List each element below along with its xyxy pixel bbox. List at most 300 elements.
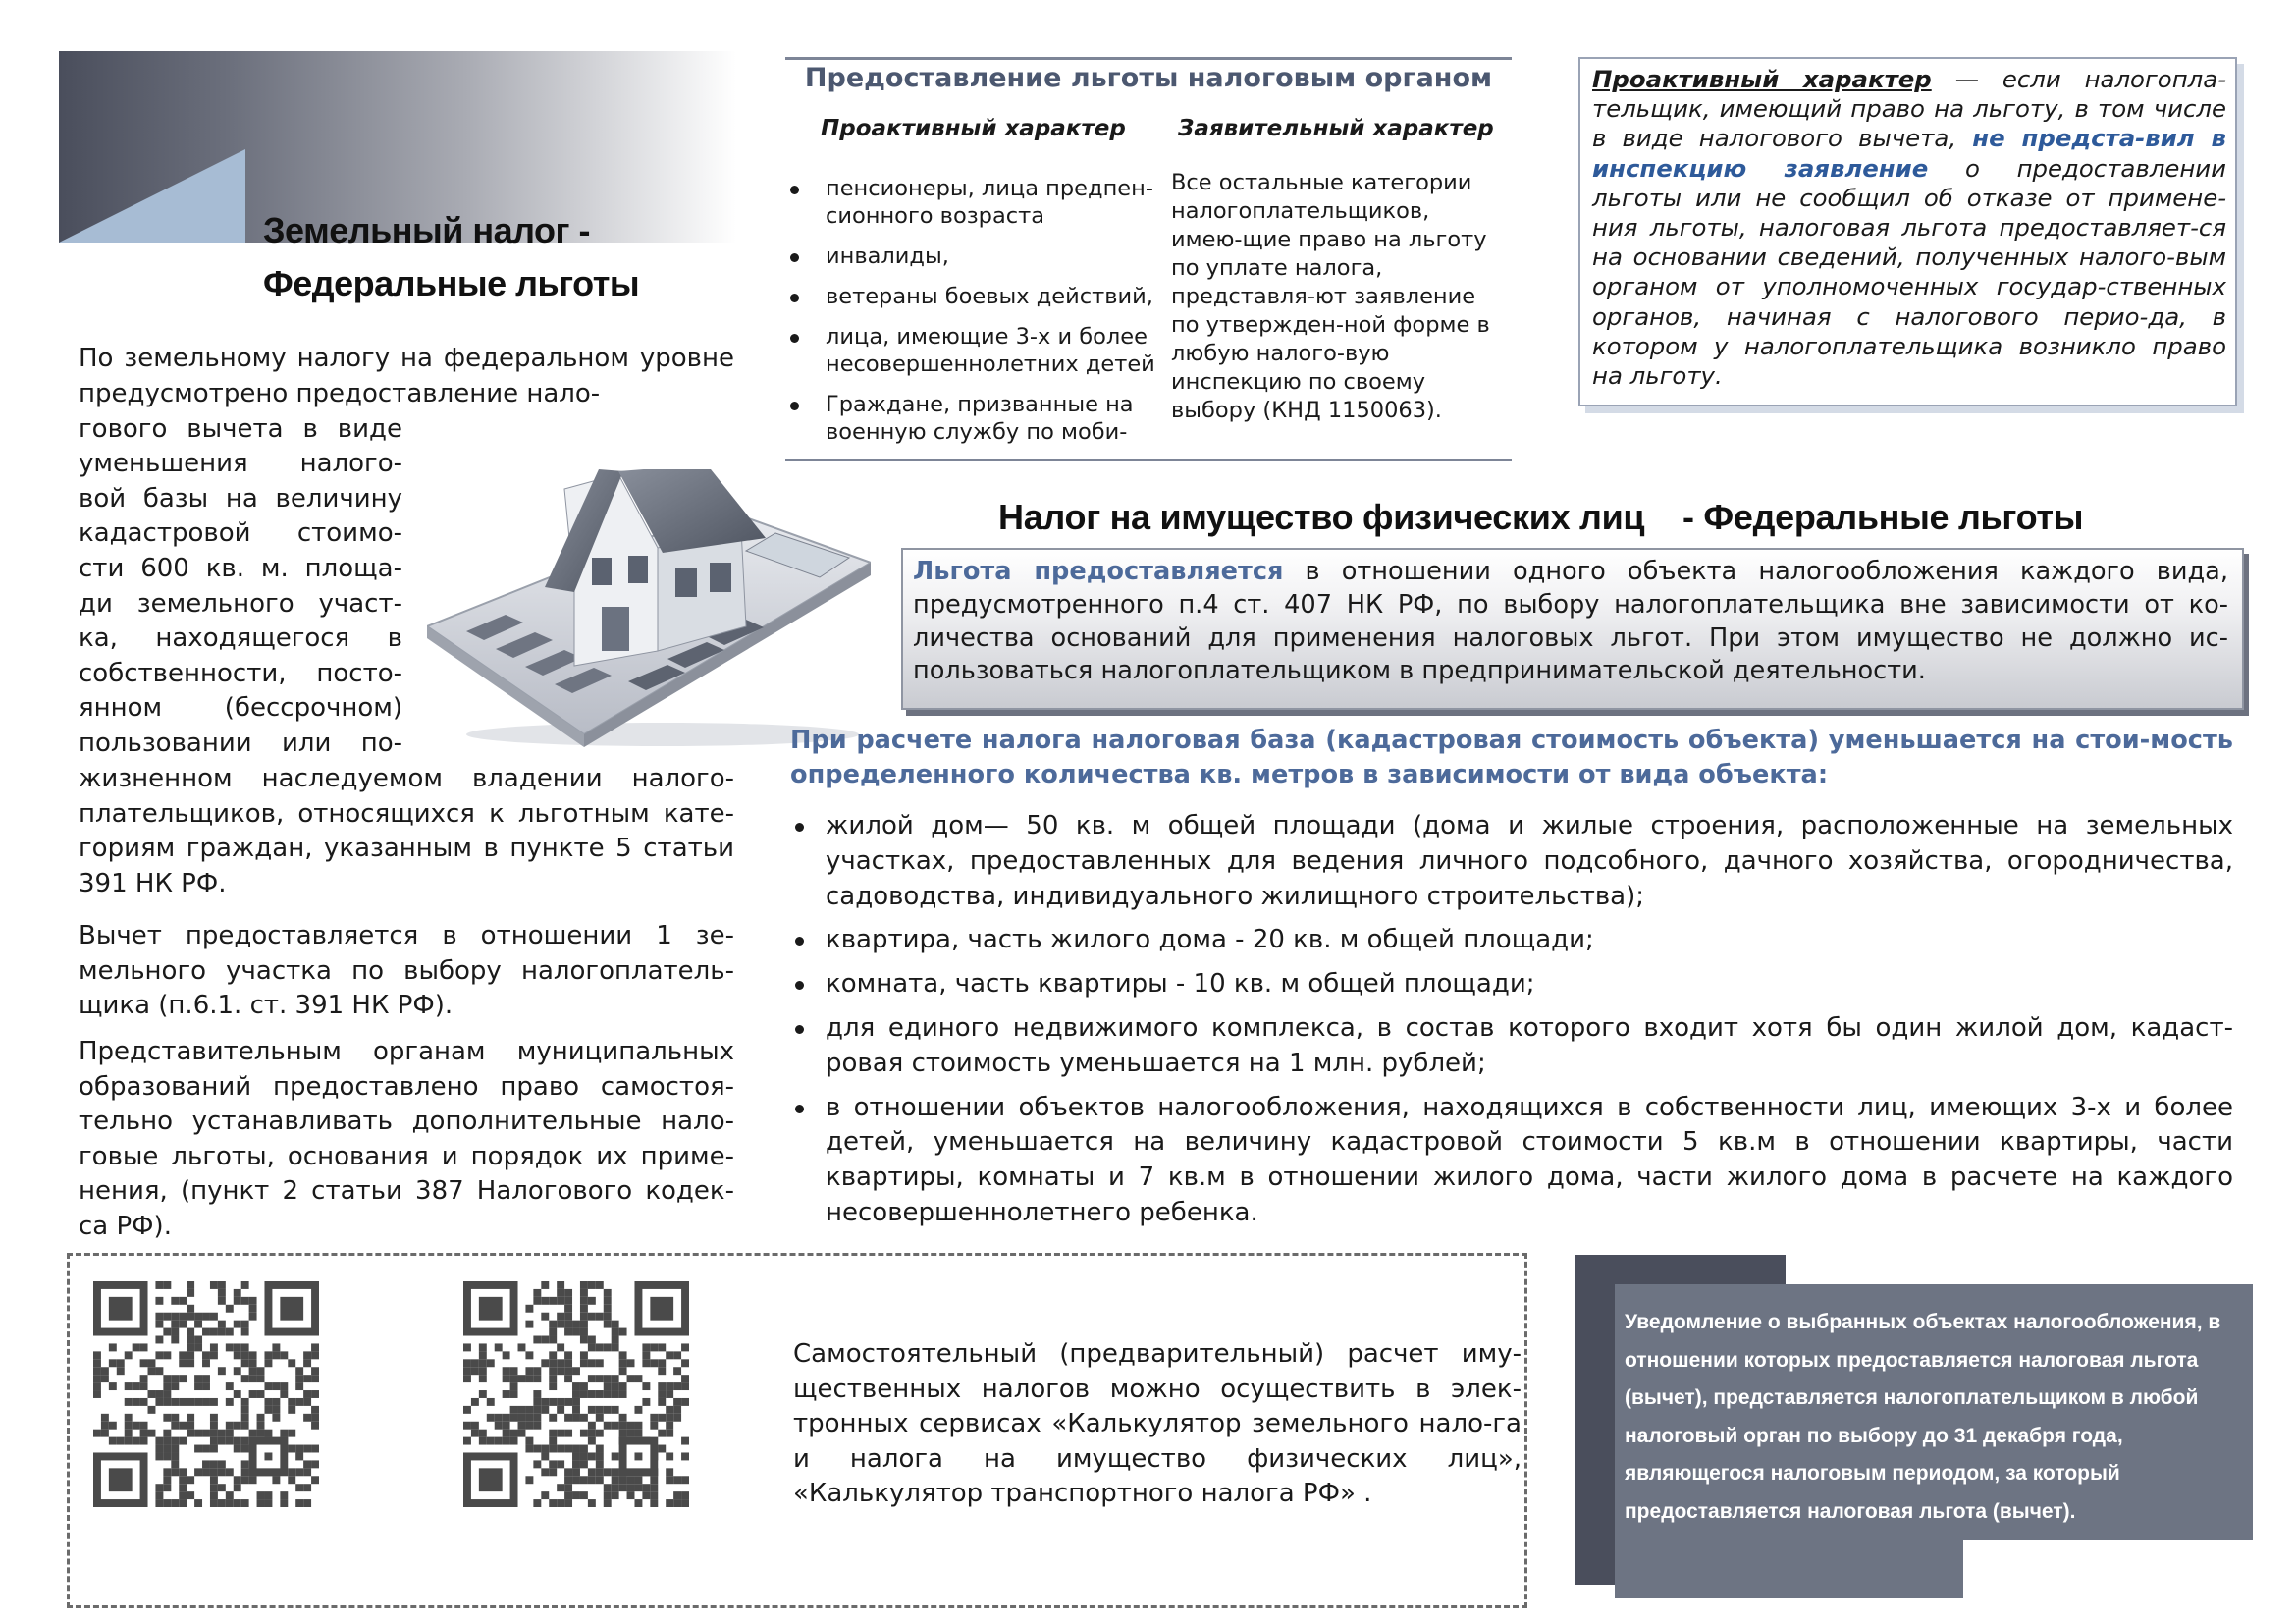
qr-module [588, 1430, 596, 1437]
qr-module [658, 1359, 666, 1367]
qr-module [241, 1351, 249, 1359]
wrap-line: кадастровой стоимо- [79, 518, 402, 549]
qr-module [533, 1414, 541, 1422]
qr-module [533, 1499, 541, 1507]
qr-module [93, 1375, 101, 1382]
qr-module [650, 1484, 658, 1491]
proactive-text-before: — если налогопла-тельщик, имеющий право на льготу, в том числе в виде налогового вычета, [1592, 65, 2226, 153]
qr-module [264, 1398, 272, 1406]
qr-module [218, 1281, 226, 1289]
qr-module [288, 1445, 295, 1453]
qr-module [288, 1359, 295, 1367]
qr-module [133, 1398, 140, 1406]
qr-module [564, 1398, 572, 1406]
qr-module [619, 1367, 627, 1375]
qr-module [557, 1281, 564, 1289]
qr-module [525, 1414, 533, 1422]
qr-module [311, 1422, 319, 1430]
qr-module [171, 1321, 179, 1328]
qr-module [549, 1336, 557, 1344]
qr-module [93, 1382, 101, 1390]
qr-module [471, 1422, 479, 1430]
qr-module [218, 1297, 226, 1305]
qr-module [510, 1406, 518, 1414]
qr-module [549, 1437, 557, 1445]
qr-module [541, 1468, 549, 1476]
qr-module [241, 1422, 249, 1430]
land-para1-rest: жизненном наследуемом владении налого-плательщиков, относящихся к льготным кате-гориям граждан, указанным в пункте 5 статьи 391 НК РФ. [79, 764, 734, 898]
qr-module [549, 1321, 557, 1328]
qr-module [612, 1452, 619, 1460]
qr-module [234, 1484, 241, 1491]
qr-module [234, 1289, 241, 1297]
qr-module [303, 1460, 311, 1468]
qr-module [463, 1343, 471, 1351]
qr-module [525, 1375, 533, 1382]
qr-module [666, 1382, 673, 1390]
wrap-line: гового вычета в виде [79, 413, 402, 444]
qr-module [471, 1359, 479, 1367]
qr-module [202, 1382, 210, 1390]
qr-module [179, 1375, 187, 1382]
qr-module [666, 1468, 673, 1476]
qr-module [572, 1414, 580, 1422]
qr-module [588, 1359, 596, 1367]
qr-module [572, 1406, 580, 1414]
qr-module [218, 1367, 226, 1375]
qr-module [202, 1313, 210, 1321]
qr-module [580, 1390, 588, 1398]
qr-module [202, 1359, 210, 1367]
qr-module [163, 1328, 171, 1336]
qr-module [541, 1281, 549, 1289]
qr-module [210, 1398, 218, 1406]
qr-module [257, 1430, 265, 1437]
qr-module [210, 1313, 218, 1321]
qr-module [681, 1491, 689, 1499]
qr-module [226, 1430, 234, 1437]
qr-module [681, 1359, 689, 1367]
qr-module [572, 1491, 580, 1499]
qr-module [503, 1375, 510, 1382]
qr-module [612, 1375, 619, 1382]
qr-module [596, 1445, 604, 1453]
qr-module [533, 1406, 541, 1414]
qr-module [163, 1281, 171, 1289]
qr-module [549, 1468, 557, 1476]
qr-module [580, 1359, 588, 1367]
qr-module [311, 1476, 319, 1484]
qr-module [619, 1328, 627, 1336]
qr-module [241, 1297, 249, 1305]
qr-module [495, 1437, 503, 1445]
qr-module [525, 1437, 533, 1445]
qr-module [627, 1430, 635, 1437]
qr-module [109, 1468, 133, 1491]
qr-module [202, 1460, 210, 1468]
qr-module [564, 1499, 572, 1507]
qr-module [187, 1422, 194, 1430]
qr-module [541, 1406, 549, 1414]
qr-module [303, 1414, 311, 1422]
qr-module [311, 1414, 319, 1422]
qr-module [658, 1398, 666, 1406]
qr-module [612, 1468, 619, 1476]
qr-module [650, 1491, 658, 1499]
qr-module [226, 1437, 234, 1445]
qr-module [101, 1367, 109, 1375]
qr-module [479, 1297, 503, 1321]
qr-module [257, 1414, 265, 1422]
qr-module [549, 1382, 557, 1390]
qr-module [627, 1484, 635, 1491]
qr-module [525, 1367, 533, 1375]
qr-module [572, 1468, 580, 1476]
qr-module [588, 1422, 596, 1430]
qr-module [218, 1484, 226, 1491]
qr-module [666, 1499, 673, 1507]
qr-module [503, 1367, 510, 1375]
qr-module [187, 1336, 194, 1344]
qr-module [681, 1437, 689, 1445]
qr-module [588, 1468, 596, 1476]
qr-module [564, 1375, 572, 1382]
qr-module [234, 1351, 241, 1359]
qr-module [311, 1445, 319, 1453]
qr-module [311, 1367, 319, 1375]
qr-module [612, 1491, 619, 1499]
qr-module [510, 1414, 518, 1422]
qr-module [264, 1382, 272, 1390]
qr-module [541, 1336, 549, 1344]
qr-module [249, 1297, 257, 1305]
qr-module [187, 1305, 194, 1313]
qr-module [264, 1351, 272, 1359]
land-para1-head: По земельному налогу на федеральном уровне предусмотрено предоставление нало- [79, 344, 734, 408]
qr-module [564, 1484, 572, 1491]
qr-module [179, 1437, 187, 1445]
qr-module [619, 1422, 627, 1430]
qr-module [303, 1468, 311, 1476]
qr-module [612, 1336, 619, 1344]
qr-module [572, 1476, 580, 1484]
proactive-highlight: не предста-вил в инспекцию заявление [1592, 124, 2226, 183]
qr-module [518, 1430, 526, 1437]
qr-module [588, 1281, 596, 1289]
qr-module [272, 1382, 280, 1390]
qr-module [557, 1321, 564, 1328]
qr-module [241, 1359, 249, 1367]
list-item: ветераны боевых действий, [783, 283, 1156, 310]
qr-module [234, 1422, 241, 1430]
qr-module [155, 1499, 163, 1507]
qr-module [125, 1398, 133, 1406]
qr-module [140, 1359, 148, 1367]
qr-module [241, 1406, 249, 1414]
qr-module [249, 1375, 257, 1382]
qr-module [627, 1359, 635, 1367]
qr-module [311, 1343, 319, 1351]
qr-module [673, 1351, 681, 1359]
qr-module [109, 1297, 133, 1321]
qr-module [249, 1359, 257, 1367]
qr-module [311, 1460, 319, 1468]
qr-module [187, 1289, 194, 1297]
qr-module [580, 1445, 588, 1453]
benefit-highlight: Льгота предоставляется [913, 557, 1284, 586]
qr-module [241, 1321, 249, 1328]
qr-module [280, 1499, 288, 1507]
qr-module [564, 1468, 572, 1476]
qr-module [479, 1343, 487, 1351]
qr-module [642, 1359, 650, 1367]
qr-module [155, 1484, 163, 1491]
qr-module [311, 1390, 319, 1398]
qr-module [549, 1414, 557, 1422]
land-para3: Представительным органам муниципальных образований предоставлено право самостоя-тельно устанавливать дополнительные нало-говые льготы, основания и порядок их приме-нения, (пункт 2 статьи 387 Налогового кодек-са РФ). [79, 1037, 734, 1241]
qr-module [194, 1430, 202, 1437]
qr-module [133, 1422, 140, 1430]
qr-module [541, 1452, 549, 1460]
qr-module [619, 1390, 627, 1398]
qr-module [171, 1398, 179, 1406]
qr-module [295, 1398, 303, 1406]
qr-module [272, 1476, 280, 1484]
qr-module [604, 1313, 612, 1321]
qr-module [303, 1351, 311, 1359]
qr-module [187, 1313, 194, 1321]
qr-module [257, 1499, 265, 1507]
qr-module [604, 1499, 612, 1507]
qr-module [604, 1297, 612, 1305]
land-tax-title-line1: Земельный налог - [263, 210, 591, 250]
qr-module [549, 1398, 557, 1406]
qr-module [241, 1476, 249, 1484]
qr-module [234, 1343, 241, 1351]
list-item: для единого недвижимого комплекса, в состав которого входит хотя бы один жилой дом, кадаст-ровая стоимость уменьшается на 1 млн. рублей; [790, 1011, 2233, 1082]
qr-module [155, 1398, 163, 1406]
qr-module [179, 1321, 187, 1328]
qr-module [155, 1367, 163, 1375]
qr-module [549, 1351, 557, 1359]
qr-module [257, 1422, 265, 1430]
qr-module [650, 1476, 658, 1484]
qr-module [642, 1398, 650, 1406]
qr-module [479, 1468, 503, 1491]
qr-module [588, 1313, 596, 1321]
qr-module [604, 1468, 612, 1476]
qr-module [163, 1445, 171, 1453]
qr-module [471, 1367, 479, 1375]
qr-module [280, 1491, 288, 1499]
qr-module [634, 1430, 642, 1437]
qr-module [280, 1297, 303, 1321]
qr-module [148, 1359, 156, 1367]
qr-module [495, 1343, 503, 1351]
property-tax-title: Налог на имущество физических лиц - Федеральные льготы [998, 497, 2084, 537]
qr-module [627, 1476, 635, 1484]
qr-module [557, 1313, 564, 1321]
qr-code[interactable] [463, 1281, 689, 1507]
qr-module [93, 1367, 101, 1375]
qr-module [202, 1328, 210, 1336]
qr-module [549, 1359, 557, 1367]
qr-module [187, 1328, 194, 1336]
qr-module [572, 1460, 580, 1468]
qr-module [280, 1382, 288, 1390]
qr-module [627, 1375, 635, 1382]
qr-module [503, 1430, 510, 1437]
qr-module [295, 1468, 303, 1476]
qr-module [210, 1476, 218, 1484]
qr-module [163, 1313, 171, 1321]
qr-module [155, 1351, 163, 1359]
qr-module [218, 1321, 226, 1328]
qr-module [218, 1468, 226, 1476]
qr-module [503, 1422, 510, 1430]
qr-module [487, 1359, 495, 1367]
qr-module [295, 1484, 303, 1491]
qr-module [588, 1476, 596, 1484]
qr-module [518, 1375, 526, 1382]
qr-module [642, 1343, 650, 1351]
qr-module [155, 1313, 163, 1321]
qr-module [564, 1430, 572, 1437]
qr-module [588, 1375, 596, 1382]
qr-module [666, 1351, 673, 1359]
qr-module [604, 1343, 612, 1351]
qr-module [564, 1491, 572, 1499]
qr-module [564, 1445, 572, 1453]
qr-module [604, 1375, 612, 1382]
qr-module [463, 1437, 471, 1445]
qr-module [303, 1499, 311, 1507]
qr-module [666, 1390, 673, 1398]
qr-module [125, 1430, 133, 1437]
qr-module [518, 1414, 526, 1422]
qr-module [163, 1468, 171, 1476]
qr-module [171, 1460, 179, 1468]
qr-module [549, 1375, 557, 1382]
qr-module [241, 1328, 249, 1336]
proactive-definition-text [1592, 65, 2226, 391]
qr-module [187, 1398, 194, 1406]
qr-module [218, 1460, 226, 1468]
qr-module [612, 1484, 619, 1491]
qr-module [140, 1382, 148, 1390]
qr-module [202, 1430, 210, 1437]
qr-module [288, 1430, 295, 1437]
qr-module [557, 1398, 564, 1406]
qr-module [510, 1375, 518, 1382]
qr-module [564, 1414, 572, 1422]
qr-module [179, 1297, 187, 1305]
qr-module [549, 1445, 557, 1453]
qr-module [580, 1297, 588, 1305]
qr-module [596, 1313, 604, 1321]
qr-module [673, 1476, 681, 1484]
qr-module [241, 1281, 249, 1289]
qr-module [179, 1422, 187, 1430]
qr-module [155, 1390, 163, 1398]
qr-module [557, 1289, 564, 1297]
qr-module [463, 1375, 471, 1382]
qr-module [487, 1437, 495, 1445]
qr-module [171, 1297, 179, 1305]
land-tax-title [263, 204, 715, 310]
list-item: пенсионеры, лица предпен-сионного возраста [783, 175, 1156, 230]
qr-module [650, 1343, 658, 1351]
qr-module [580, 1460, 588, 1468]
qr-module [125, 1382, 133, 1390]
qr-module [658, 1367, 666, 1375]
qr-module [658, 1343, 666, 1351]
qr-module [210, 1437, 218, 1445]
qr-module [179, 1484, 187, 1491]
qr-module [210, 1499, 218, 1507]
qr-module [588, 1499, 596, 1507]
qr-module [257, 1390, 265, 1398]
qr-module [234, 1437, 241, 1445]
qr-module [241, 1398, 249, 1406]
qr-module [596, 1460, 604, 1468]
qr-module [510, 1382, 518, 1390]
qr-module [179, 1491, 187, 1499]
qr-module [210, 1430, 218, 1437]
qr-module [619, 1359, 627, 1367]
qr-module [272, 1406, 280, 1414]
qr-module [549, 1499, 557, 1507]
qr-module [619, 1351, 627, 1359]
qr-module [495, 1414, 503, 1422]
qr-module [249, 1305, 257, 1313]
qr-module [194, 1398, 202, 1406]
qr-module [503, 1414, 510, 1422]
qr-module [179, 1351, 187, 1359]
qr-module [604, 1289, 612, 1297]
qr-module [249, 1313, 257, 1321]
qr-code[interactable] [93, 1281, 319, 1507]
wrap-line: сти 600 кв. м. площа- [79, 553, 402, 583]
qr-module [580, 1336, 588, 1344]
calc-heading: При расчете налога налоговая база (кадастровая стоимость объекта) уменьшается на стои-мость определенного количества кв. метров в зависимости от вида объекта: [790, 726, 2233, 789]
qr-module [533, 1297, 541, 1305]
qr-module [303, 1375, 311, 1382]
qr-module [557, 1297, 564, 1305]
qr-module [650, 1359, 658, 1367]
qr-module [564, 1289, 572, 1297]
qr-module [479, 1351, 487, 1359]
qr-module [101, 1430, 109, 1437]
qr-module [541, 1445, 549, 1453]
qr-module [518, 1343, 526, 1351]
qr-module [634, 1484, 642, 1491]
qr-module [681, 1398, 689, 1406]
qr-module [503, 1390, 510, 1398]
qr-module [681, 1382, 689, 1390]
qr-module [295, 1367, 303, 1375]
qr-module [210, 1281, 218, 1289]
qr-module [564, 1305, 572, 1313]
qr-module [487, 1414, 495, 1422]
qr-module [163, 1375, 171, 1382]
qr-module [549, 1328, 557, 1336]
qr-module [249, 1476, 257, 1484]
qr-module [241, 1460, 249, 1468]
qr-module [163, 1452, 171, 1460]
qr-module [564, 1321, 572, 1328]
qr-module [241, 1499, 249, 1507]
